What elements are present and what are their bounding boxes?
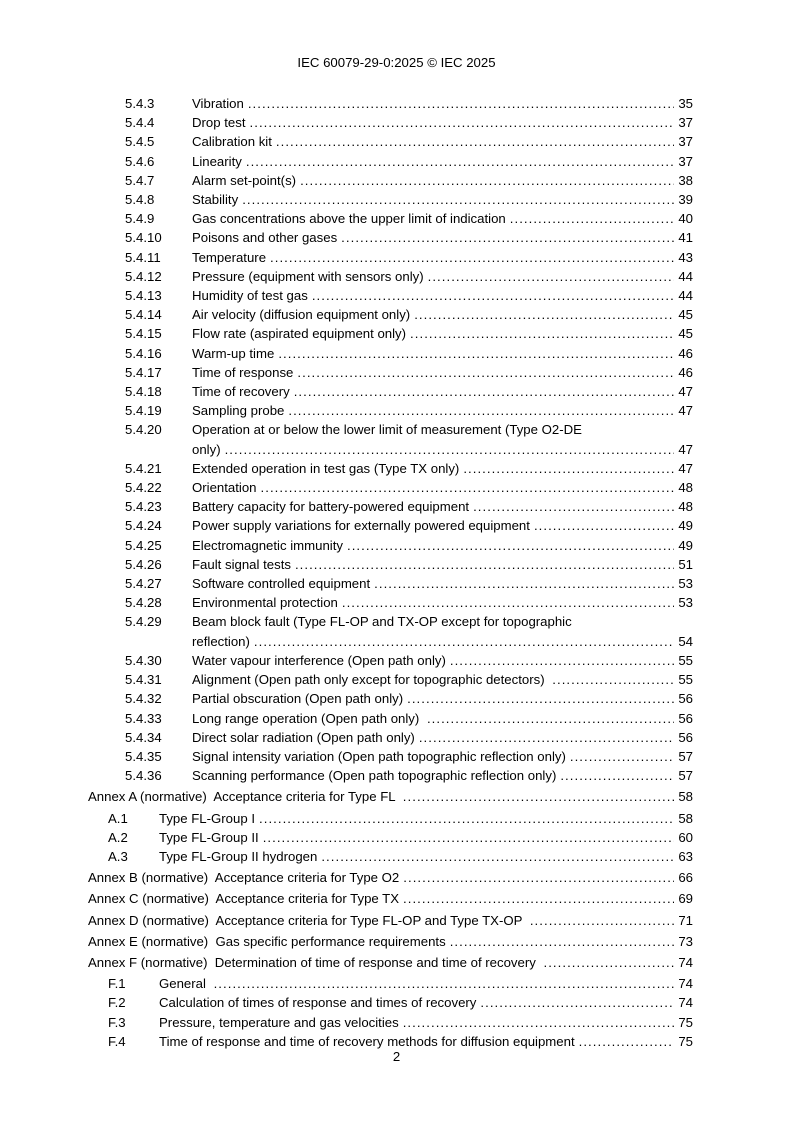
toc-entry-title: Humidity of test gas [192,288,308,304]
toc-entry-title: Type FL-Group I [159,810,256,826]
toc-entry-title: Annex D (normative) Acceptance criteria for Type FL-OP and Type TX-OP [88,912,526,928]
toc-entry-number: 5.4.28 [125,595,162,611]
toc-entry-page: 44 [678,288,693,304]
toc-entry-page: 51 [678,556,693,572]
toc-entry-number: 5.4.16 [125,345,162,361]
toc-entry-page: 48 [678,480,693,496]
toc-entry-title: Calculation of times of response and times of recovery [159,995,477,1011]
toc-entry-page: 45 [678,307,693,323]
toc-entry-number: 5.4.9 [125,211,155,227]
toc-entry [88,267,693,286]
toc-entry-title: Gas concentrations above the upper limit of indication [192,211,506,227]
toc-entry-title: Time of response [192,364,294,380]
toc-dot-leader [278,344,674,363]
toc-entry [88,324,693,343]
toc-entry-page: 37 [678,153,693,169]
toc-entry-page: 53 [678,576,693,592]
toc-entry [88,670,693,689]
toc-entry-page: 63 [678,848,693,864]
toc-entry [88,344,693,363]
toc-entry-title: Electromagnetic immunity [192,537,343,553]
toc-entry [88,689,693,708]
toc-dot-leader [428,267,675,286]
toc-entry-page: 47 [678,403,693,419]
toc-entry [88,555,693,574]
toc-entry-page: 75 [678,1033,693,1049]
toc-dot-leader [295,555,674,574]
toc-entry-title: reflection) [192,633,250,649]
toc-entry [88,809,693,828]
toc-entry-page: 58 [678,810,693,826]
toc-dot-leader [312,286,675,305]
toc-entry [88,94,693,113]
toc-entry-page: 66 [678,870,693,886]
toc-dot-leader [300,171,674,190]
toc-entry-page: 71 [678,912,693,928]
toc-entry [88,632,693,651]
toc-entry-title: Annex C (normative) Acceptance criteria for Type TX [88,891,400,907]
toc-dot-leader [450,932,675,951]
toc-dot-leader [552,670,674,689]
toc-entry [88,593,693,612]
toc-entry-number: 5.4.8 [125,192,155,208]
toc-entry-title: Pressure (equipment with sensors only) [192,268,424,284]
toc-entry-title: Drop test [192,115,246,131]
toc-entry-title: Beam block fault (Type FL-OP and TX-OP except for topographic [192,614,572,630]
toc-entry-number: F.4 [108,1033,126,1049]
toc-entry [88,889,693,908]
toc-entry [88,787,693,806]
toc-entry-page: 43 [678,249,693,265]
toc-entry-page: 44 [678,268,693,284]
toc-entry-number: 5.4.11 [125,249,161,265]
toc-entry-page: 45 [678,326,693,342]
toc-entry-title: Extended operation in test gas (Type TX only) [192,460,460,476]
toc-entry [88,248,693,267]
toc-entry [88,478,693,497]
toc-dot-leader [544,953,675,972]
toc-entry-number: 5.4.22 [125,480,162,496]
toc-dot-leader [560,766,674,785]
toc-entry-page: 39 [678,192,693,208]
toc-entry-page: 55 [678,652,693,668]
toc-entry-number: 5.4.32 [125,691,162,707]
toc-entry-title: Type FL-Group II [159,829,259,845]
toc-entry-number: 5.4.27 [125,576,162,592]
toc-dot-leader [225,440,675,459]
toc-entry-number: 5.4.30 [125,652,162,668]
toc-entry-page: 69 [678,891,693,907]
toc-entry [88,401,693,420]
toc-entry-title: Annex B (normative) Acceptance criteria for Type O2 [88,870,400,886]
toc-entry [88,911,693,930]
toc-entry [88,953,693,972]
toc-dot-leader [403,1013,675,1032]
toc-entry [88,932,693,951]
toc-entry [88,574,693,593]
toc-entry [88,209,693,228]
toc-entry-number: A.1 [108,810,128,826]
toc-entry [88,286,693,305]
toc-entry-number: 5.4.18 [125,384,162,400]
toc-dot-leader [270,248,674,267]
toc-entry [88,766,693,785]
toc-entry-page: 47 [678,460,693,476]
toc-dot-leader [250,113,675,132]
toc-entry [88,152,693,171]
toc-entry-number: A.2 [108,829,128,845]
toc-entry-page: 37 [678,134,693,150]
toc-entry-page: 57 [678,748,693,764]
toc-dot-leader [248,94,675,113]
toc-entry-number: 5.4.25 [125,537,162,553]
toc-entry [88,497,693,516]
toc-entry-page: 74 [678,954,693,970]
toc-entry-title: Warm-up time [192,345,275,361]
toc-entry-number: F.3 [108,1014,126,1030]
toc-entry-number: 5.4.13 [125,288,162,304]
toc-entry-number: 5.4.23 [125,499,162,515]
toc-dot-leader [463,459,674,478]
toc-dot-leader [410,324,674,343]
toc-entry [88,651,693,670]
toc-entry-page: 37 [678,115,693,131]
toc-entry-title: Direct solar radiation (Open path only) [192,729,415,745]
toc-entry [88,382,693,401]
toc-entry-title: Alarm set-point(s) [192,172,297,188]
toc-dot-leader [341,228,674,247]
page-header: IEC 60079-29-0:2025 © IEC 2025 [297,55,496,70]
toc-entry-number: 5.4.31 [125,672,162,688]
toc-entry-number: 5.4.21 [125,460,162,476]
toc-entry [88,868,693,887]
toc-dot-leader [342,593,674,612]
toc-entry-number: 5.4.35 [125,748,162,764]
toc-entry [88,228,693,247]
toc-entry-title: Battery capacity for battery-powered equipment [192,499,470,515]
toc-entry-number: 5.4.26 [125,556,162,572]
toc-dot-leader [570,747,674,766]
toc-entry-title: Orientation [192,480,257,496]
toc-entry-title: Air velocity (diffusion equipment only) [192,307,411,323]
toc-entry-page: 55 [678,672,693,688]
toc-entry [88,709,693,728]
toc-entry-number: 5.4.7 [125,172,155,188]
toc-entry-number: 5.4.12 [125,268,162,284]
toc-dot-leader [214,974,675,993]
toc-dot-leader [419,728,674,747]
toc-entry-title: Pressure, temperature and gas velocities [159,1014,399,1030]
toc-entry-page: 41 [678,230,693,246]
toc-dot-leader [259,809,674,828]
toc-entry-title: Software controlled equipment [192,576,371,592]
toc-entry-number: 5.4.29 [125,614,162,630]
toc-entry-title: Signal intensity variation (Open path topographic reflection only) [192,748,566,764]
toc-entry-page: 49 [678,537,693,553]
toc-entry-number: 5.4.14 [125,307,162,323]
toc-entry-number: F.2 [108,995,126,1011]
toc-entry-title: Temperature [192,249,267,265]
toc-entry-title: General [159,976,210,992]
toc-entry-title: Scanning performance (Open path topographic reflection only) [192,768,557,784]
toc-entry-title: Calibration kit [192,134,272,150]
toc-entry-page: 56 [678,710,693,726]
toc-entry [88,728,693,747]
toc-entry-title: Time of recovery [192,384,290,400]
toc-dot-leader [403,787,675,806]
toc-entry-page: 74 [678,976,693,992]
toc-entry-page: 74 [678,995,693,1011]
toc-entry-page: 57 [678,768,693,784]
toc-entry-title: Linearity [192,153,242,169]
toc-dot-leader [242,190,674,209]
toc-entry [88,305,693,324]
toc-entry-page: 75 [678,1014,693,1030]
toc-entry-title: Long range operation (Open path only) [192,710,423,726]
toc-entry-title: Partial obscuration (Open path only) [192,691,404,707]
toc-entry-page: 53 [678,595,693,611]
toc-entry-title: Flow rate (aspirated equipment only) [192,326,407,342]
toc-dot-leader [288,401,674,420]
toc-entry-page: 35 [678,96,693,111]
toc-dot-leader [414,305,674,324]
toc-entry-page: 47 [678,384,693,400]
toc-entry-title: Sampling probe [192,403,285,419]
toc-entry-title: Vibration [192,96,244,111]
toc-entry-page: 38 [678,172,693,188]
toc-entry-number: 5.4.36 [125,768,162,784]
toc-entry-title: Environmental protection [192,595,338,611]
toc-entry-number: 5.4.34 [125,729,162,745]
toc-entry-title: only) [192,441,221,457]
toc-entry-title: Poisons and other gases [192,230,338,246]
toc-entry-number: 5.4.19 [125,403,162,419]
toc-entry-page: 60 [678,829,693,845]
toc-entry-title: Type FL-Group II hydrogen [159,848,318,864]
toc-entry-title: Stability [192,192,239,208]
toc-entry-number: 5.4.20 [125,422,162,438]
toc-entry [88,113,693,132]
toc-dot-leader [510,209,675,228]
toc-entry-number: 5.4.10 [125,230,162,246]
toc-dot-leader [261,478,675,497]
toc-dot-leader [427,709,674,728]
toc-dot-leader [254,632,674,651]
toc-entry-page: 46 [678,364,693,380]
toc-entry-title: Annex E (normative) Gas specific performance requirements [88,933,446,949]
toc-entry [88,536,693,555]
toc-entry-number: 5.4.5 [125,134,155,150]
toc-entry-page: 48 [678,499,693,515]
toc-dot-leader [480,993,674,1012]
toc-entry-title: Water vapour interference (Open path only) [192,652,446,668]
toc-dot-leader [530,911,674,930]
toc-entry [88,828,693,847]
toc-entry-page: 54 [678,633,693,649]
toc-dot-leader [403,889,674,908]
toc-entry-title: Alignment (Open path only except for topographic detectors) [192,672,549,688]
toc-dot-leader [407,689,674,708]
toc-entry [88,363,693,382]
toc-entry-number: 5.4.17 [125,364,162,380]
toc-entry-page: 47 [678,441,693,457]
toc-entry-page: 40 [678,211,693,227]
toc-dot-leader [403,868,674,887]
toc-entry-title: Time of response and time of recovery methods for diffusion equipment [159,1033,575,1049]
toc-entry-page: 49 [678,518,693,534]
toc-dot-leader [534,516,674,535]
toc-dot-leader [374,574,674,593]
toc-entry-page: 58 [678,789,693,805]
toc-entry [88,1013,693,1032]
toc-dot-leader [246,152,674,171]
toc-entry [88,420,693,439]
toc-entry-title: Power supply variations for externally powered equipment [192,518,530,534]
toc-entry-number: 5.4.3 [125,96,155,111]
toc-entry [88,847,693,866]
toc-entry-page: 73 [678,933,693,949]
toc-entry-number: 5.4.6 [125,153,155,169]
toc-dot-leader [321,847,674,866]
toc-dot-leader [294,382,675,401]
toc-entry-title: Annex A (normative) Acceptance criteria for Type FL [88,789,399,805]
toc-dot-leader [276,132,674,151]
toc-entry [88,132,693,151]
toc-entry [88,612,693,631]
toc-entry-number: 5.4.24 [125,518,162,534]
toc-entry [88,747,693,766]
toc-entry-page: 56 [678,691,693,707]
toc-entry [88,974,693,993]
toc-entry-number: 5.4.33 [125,710,162,726]
toc-list [88,94,693,1051]
toc-entry-number: A.3 [108,848,128,864]
toc-dot-leader [297,363,674,382]
toc-entry-number: F.1 [108,976,126,992]
toc-entry [88,171,693,190]
toc-entry-number: 5.4.15 [125,326,162,342]
toc-entry [88,516,693,535]
toc-dot-leader [263,828,675,847]
toc-entry [88,993,693,1012]
toc-dot-leader [450,651,674,670]
page-footer-number: 2 [392,1049,401,1064]
toc-entry [88,459,693,478]
toc-entry-title: Operation at or below the lower limit of measurement (Type O2-DE [192,422,582,438]
toc-entry [88,440,693,459]
toc-entry-title: Fault signal tests [192,556,291,572]
toc-entry-page: 46 [678,345,693,361]
toc-entry-page: 56 [678,729,693,745]
toc-entry [88,190,693,209]
toc-entry-title: Annex F (normative) Determination of time of response and time of recovery [88,954,540,970]
toc-dot-leader [347,536,674,555]
toc-entry-number: 5.4.4 [125,115,155,131]
toc-dot-leader [473,497,674,516]
